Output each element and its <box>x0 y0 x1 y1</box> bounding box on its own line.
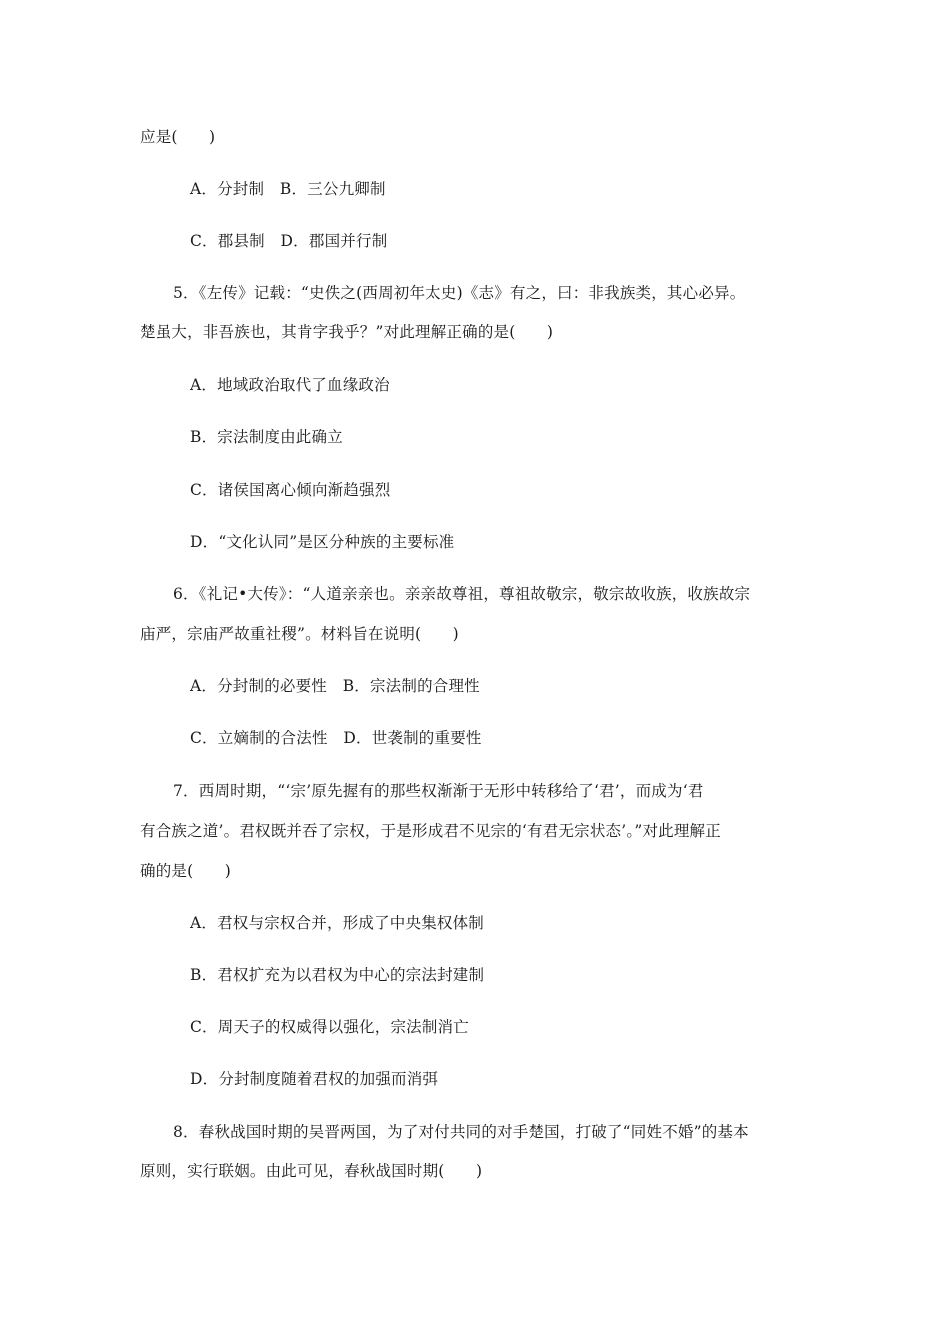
q5-option-c: C．诸侯国离心倾向渐趋强烈 <box>190 481 391 499</box>
q4-stem-tail: 应是( ) <box>140 128 216 146</box>
q5-option-d: D．“文化认同”是区分种族的主要标准 <box>190 533 455 551</box>
q6-stem-line-1: 6．《礼记•大传》：“人道亲亲也。亲亲故尊祖，尊祖故敬宗，敬宗故收族，收族故宗 <box>173 585 751 603</box>
q5-option-b: B．宗法制度由此确立 <box>190 428 343 446</box>
q8-stem-line-1: 8．春秋战国时期的吴晋两国，为了对付共同的对手楚国，打破了“同姓不婚”的基本 <box>173 1123 749 1141</box>
q4-option-cd: C．郡县制 D．郡国并行制 <box>190 232 388 250</box>
q7-option-b: B．君权扩充为以君权为中心的宗法封建制 <box>190 966 485 984</box>
q7-stem-line-1: 7．西周时期，“‘宗’原先握有的那些权渐渐于无形中转移给了‘君’，而成为‘君 <box>173 782 704 800</box>
q7-stem-line-2: 有合族之道’。君权既并吞了宗权，于是形成君不见宗的‘有君无宗状态’。”对此理解正 <box>140 822 721 840</box>
q5-stem-line-2: 楚虽大，非吾族也，其肯字我乎？”对此理解正确的是( ) <box>140 323 554 341</box>
q8-stem-line-2: 原则，实行联姻。由此可见，春秋战国时期( ) <box>140 1162 483 1180</box>
q7-option-d: D．分封制度随着君权的加强而消弭 <box>190 1070 439 1088</box>
q6-stem-line-2: 庙严，宗庙严故重社稷”。材料旨在说明( ) <box>140 625 459 643</box>
q6-option-ab: A．分封制的必要性 B．宗法制的合理性 <box>190 677 480 695</box>
q4-option-ab: A．分封制 B．三公九卿制 <box>190 180 386 198</box>
q5-stem-line-1: 5．《左传》记载：“史佚之(西周初年太史)《志》有之，曰：非我族类，其心必异。 <box>173 284 746 302</box>
q6-option-cd: C．立嫡制的合法性 D．世袭制的重要性 <box>190 729 482 747</box>
q7-option-c: C．周天子的权威得以强化，宗法制消亡 <box>190 1018 469 1036</box>
q5-option-a: A．地域政治取代了血缘政治 <box>190 376 390 394</box>
q7-option-a: A．君权与宗权合并，形成了中央集权体制 <box>190 914 484 932</box>
q7-stem-line-3: 确的是( ) <box>140 862 231 880</box>
